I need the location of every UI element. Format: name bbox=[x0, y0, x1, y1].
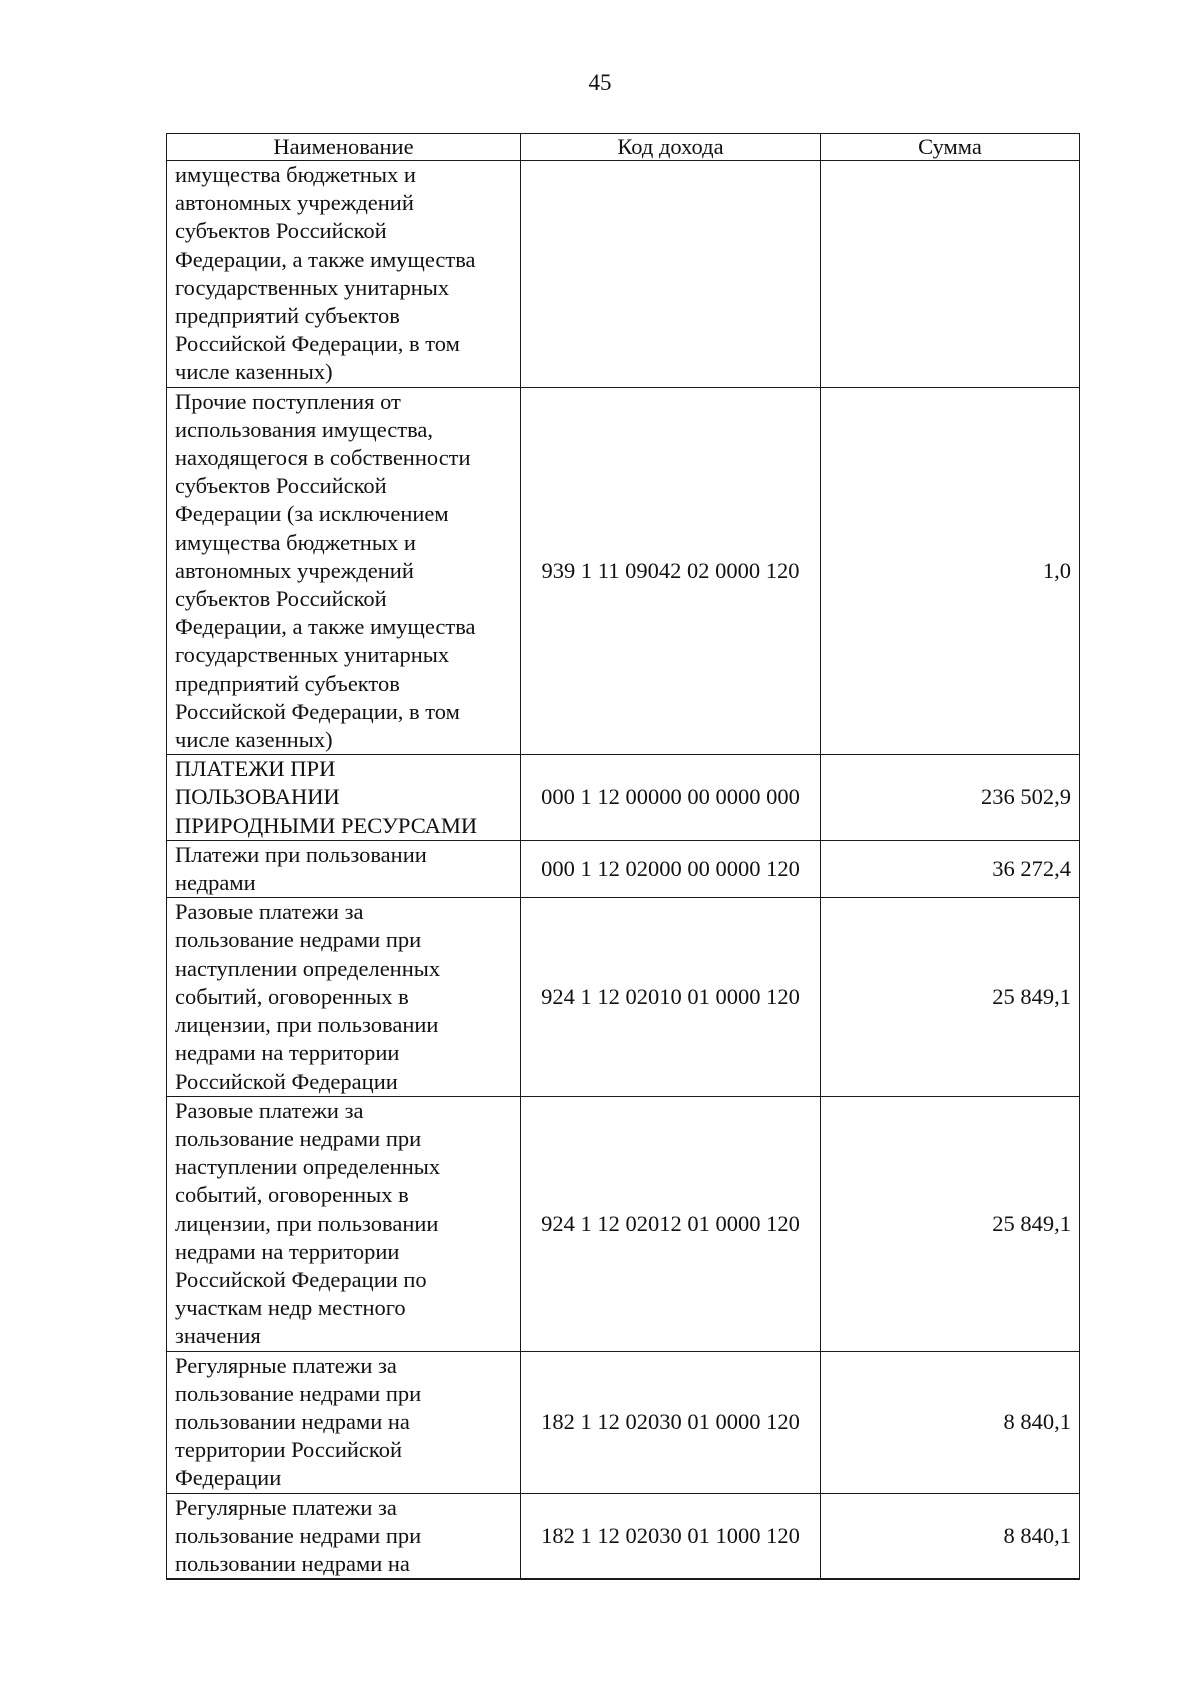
cell-name: Разовые платежи за пользование недрами при наступлении определенных событий, оговоренных в лицензии, при пользовании недрами на территории Российской Федерации по участкам недр местного значения bbox=[167, 1096, 521, 1351]
cell-name: Регулярные платежи за пользование недрами при пользовании недрами на территории Российской Федерации bbox=[167, 1351, 521, 1493]
table-row bbox=[167, 840, 1080, 897]
table-row bbox=[167, 755, 1080, 841]
header-sum: Сумма bbox=[821, 134, 1080, 161]
cell-name: ПЛАТЕЖИ ПРИ ПОЛЬЗОВАНИИ ПРИРОДНЫМИ РЕСУРСАМИ bbox=[167, 755, 521, 841]
page-number: 45 bbox=[588, 70, 612, 95]
cell-sum bbox=[821, 161, 1080, 388]
cell-code bbox=[521, 161, 821, 388]
cell-sum: 236 502,9 bbox=[821, 755, 1080, 841]
table-row bbox=[167, 898, 1080, 1096]
cell-code: 924 1 12 02012 01 0000 120 bbox=[521, 1096, 821, 1351]
table-row bbox=[167, 161, 1080, 388]
table-row bbox=[167, 1351, 1080, 1493]
cell-code: 000 1 12 02000 00 0000 120 bbox=[521, 840, 821, 897]
cell-code: 924 1 12 02010 01 0000 120 bbox=[521, 898, 821, 1096]
table-row bbox=[167, 1493, 1080, 1579]
cell-name: Разовые платежи за пользование недрами при наступлении определенных событий, оговоренных в лицензии, при пользовании недрами на территории Российской Федерации bbox=[167, 898, 521, 1096]
header-code: Код дохода bbox=[521, 134, 821, 161]
cell-name: Платежи при пользовании недрами bbox=[167, 840, 521, 897]
cell-sum: 25 849,1 bbox=[821, 898, 1080, 1096]
cell-sum: 1,0 bbox=[821, 387, 1080, 755]
header-name: Наименование bbox=[167, 134, 521, 161]
revenue-table bbox=[166, 133, 1080, 1580]
cell-sum: 8 840,1 bbox=[821, 1351, 1080, 1493]
cell-code: 182 1 12 02030 01 1000 120 bbox=[521, 1493, 821, 1579]
table-header-row bbox=[167, 134, 1080, 161]
cell-sum: 36 272,4 bbox=[821, 840, 1080, 897]
cell-name: Регулярные платежи за пользование недрами при пользовании недрами на bbox=[167, 1493, 521, 1579]
cell-code: 182 1 12 02030 01 0000 120 bbox=[521, 1351, 821, 1493]
cell-code: 939 1 11 09042 02 0000 120 bbox=[521, 387, 821, 755]
cell-name: имущества бюджетных и автономных учреждений субъектов Российской Федерации, а также имущества государственных унитарных предприятий субъектов Российской Федерации, в том числе казенных) bbox=[167, 161, 521, 388]
table-row bbox=[167, 1096, 1080, 1351]
table-row bbox=[167, 387, 1080, 755]
cell-sum: 25 849,1 bbox=[821, 1096, 1080, 1351]
cell-name: Прочие поступления от использования имущества, находящегося в собственности субъектов Российской Федерации (за исключением имущества бюджетных и автономных учреждений субъектов Российской Федерации, а также имущества государственных унитарных предприятий субъектов Российской Федерации, в том числе казенных) bbox=[167, 387, 521, 755]
cell-sum: 8 840,1 bbox=[821, 1493, 1080, 1579]
cell-code: 000 1 12 00000 00 0000 000 bbox=[521, 755, 821, 841]
